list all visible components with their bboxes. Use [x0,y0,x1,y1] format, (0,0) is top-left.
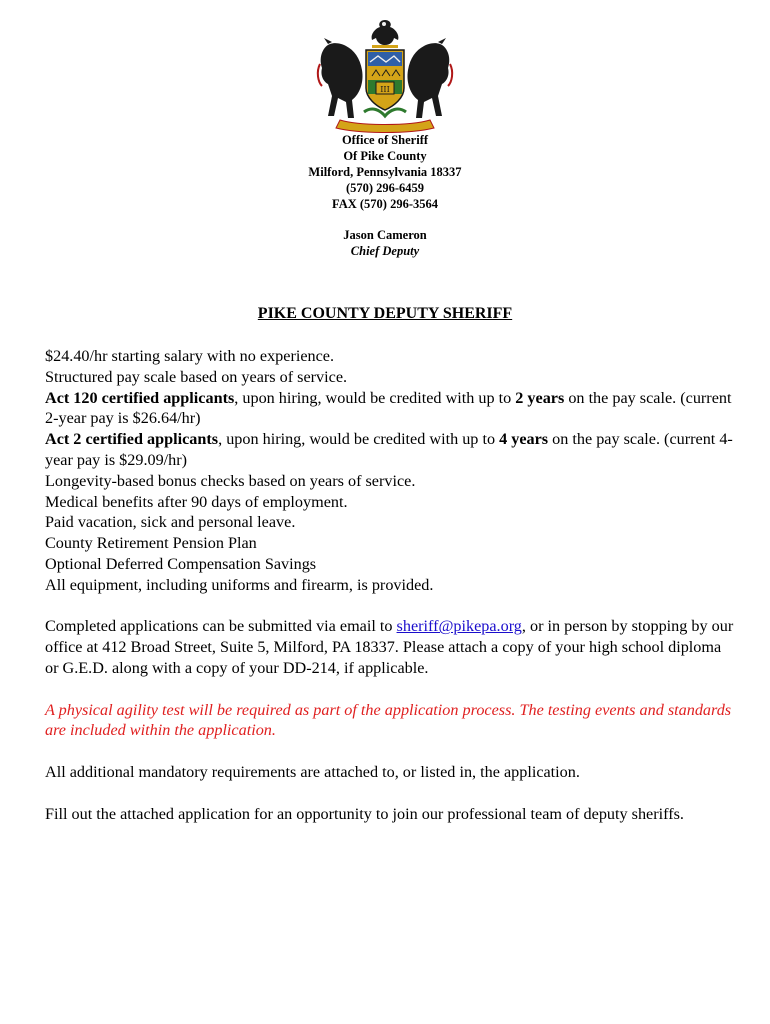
pension-line: County Retirement Pension Plan [45,534,257,553]
salary-line: $24.40/hr starting salary with no experience. [45,347,335,365]
act2-years: 4 years [499,430,549,449]
page-title: PIKE COUNTY DEPUTY SHERIFF [257,305,513,322]
svg-text:III: III [380,85,390,94]
fax-number: FAX (570) 296-3564 [332,197,438,211]
eagle-icon [372,20,399,45]
phone-number: (570) 296-6459 [345,181,425,195]
deputy-title: Chief Deputy [350,244,420,258]
email-link[interactable]: sheriff@pikepa.org [396,617,522,636]
deferred-compensation-line: Optional Deferred Compensation Savings [45,554,317,573]
right-horse-icon [407,38,452,118]
left-horse-icon [318,38,363,118]
act120-years: 2 years [515,388,565,407]
agility-test-notice: A physical agility test will be required as part of the application process. The testing events and standards are included within the application. [45,700,732,740]
shield-icon [366,50,404,110]
document-body [45,346,735,824]
equipment-line: All equipment, including uniforms and firearm, is provided. [45,575,434,594]
act120-line: Act 120 certified applicants, upon hiring, would be credited with up to 2 years on the pay scale. (current 2-year pay is $26.64/hr) [45,388,732,428]
act120-label: Act 120 certified applicants [45,388,235,407]
motto-banner-icon [336,120,434,133]
office-name: Office of Sheriff [341,133,429,147]
county-name: Of Pike County [343,149,427,163]
applications-paragraph: Completed applications can be submitted via email to sheriff@pikepa.org, or in person by stopping by our office at 412 Broad Street, Suite 5, Milford, PA 18337. Please attach a copy of your high school diploma or G.E.D. along with a copy of your DD-214, if applicable. [45,617,734,677]
pennsylvania-state-seal-icon [310,16,460,134]
act2-label: Act 2 certified applicants [45,430,219,449]
closing-paragraph: Fill out the attached application for an opportunity to join our professional team of deputy sheriffs. [45,804,684,823]
letterhead [0,132,770,259]
city-address: Milford, Pennsylvania 18337 [308,165,462,179]
pay-scale-line: Structured pay scale based on years of service. [45,367,348,386]
act2-line: Act 2 certified applicants, upon hiring, would be credited with up to 4 years on the pay scale. (current 4-year pay is $29.09/hr) [45,430,733,469]
medical-line: Medical benefits after 90 days of employment. [45,492,348,511]
leave-line: Paid vacation, sick and personal leave. [45,513,296,532]
deputy-name: Jason Cameron [343,228,427,242]
requirements-paragraph: All additional mandatory requirements are attached to, or listed in, the application. [45,762,580,781]
longevity-line: Longevity-based bonus checks based on years of service. [45,471,416,490]
